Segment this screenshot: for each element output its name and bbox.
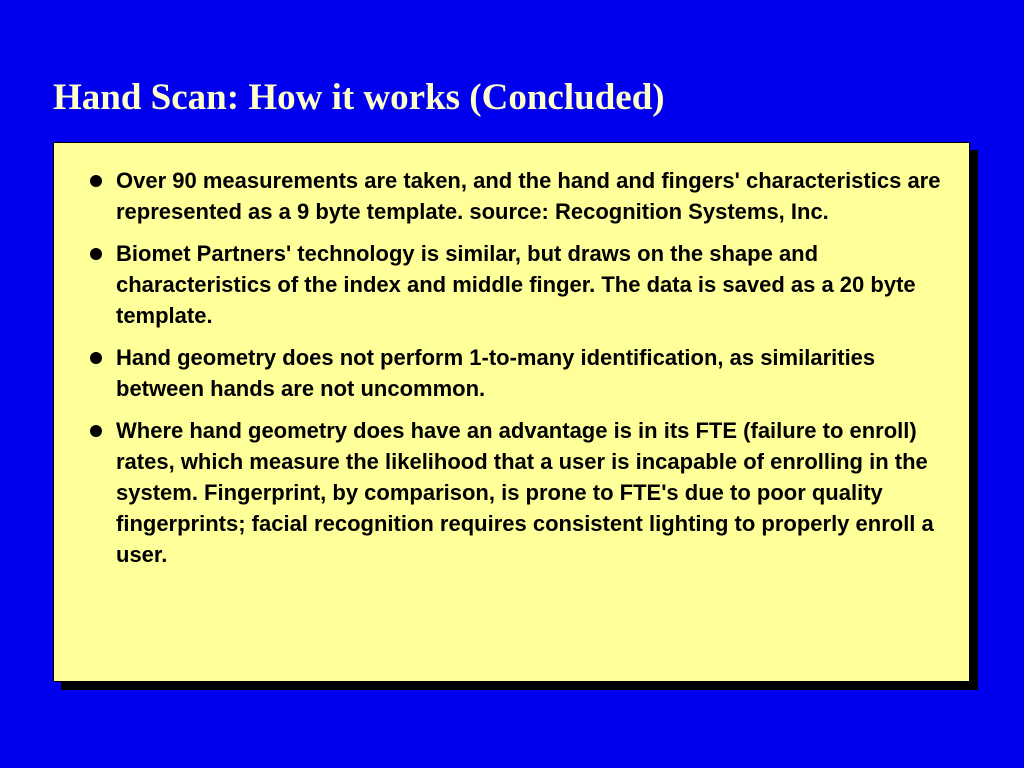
bullet-dot-icon bbox=[90, 352, 102, 364]
bullet-item bbox=[90, 342, 950, 404]
bullet-item bbox=[90, 238, 950, 331]
bullet-dot-icon bbox=[90, 425, 102, 437]
bullet-item bbox=[90, 165, 950, 227]
bullet-dot-icon bbox=[90, 175, 102, 187]
bullet-item bbox=[90, 415, 950, 570]
slide-title: Hand Scan: How it works (Concluded) bbox=[53, 77, 665, 118]
bullet-dot-icon bbox=[90, 248, 102, 260]
bullet-text: Where hand geometry does have an advantage is in its FTE (failure to enroll) rates, which measure the likelihood that a user is incapable of enrolling in the system. Fingerprint, by comparison, is prone to FTE's due to poor quality fingerprints; facial recognition requires consistent lighting to properly enroll a user. bbox=[116, 418, 934, 567]
bullet-text: Hand geometry does not perform 1-to-many identification, as similarities between hands are not uncommon. bbox=[116, 345, 876, 401]
bullet-list bbox=[90, 165, 950, 581]
content-box bbox=[53, 142, 970, 682]
bullet-text: Over 90 measurements are taken, and the hand and fingers' characteristics are represented as a 9 byte template. source: Recognition Systems, Inc. bbox=[116, 168, 941, 224]
bullet-text: Biomet Partners' technology is similar, but draws on the shape and characteristics of the index and middle finger. The data is saved as a 20 byte template. bbox=[116, 241, 916, 328]
